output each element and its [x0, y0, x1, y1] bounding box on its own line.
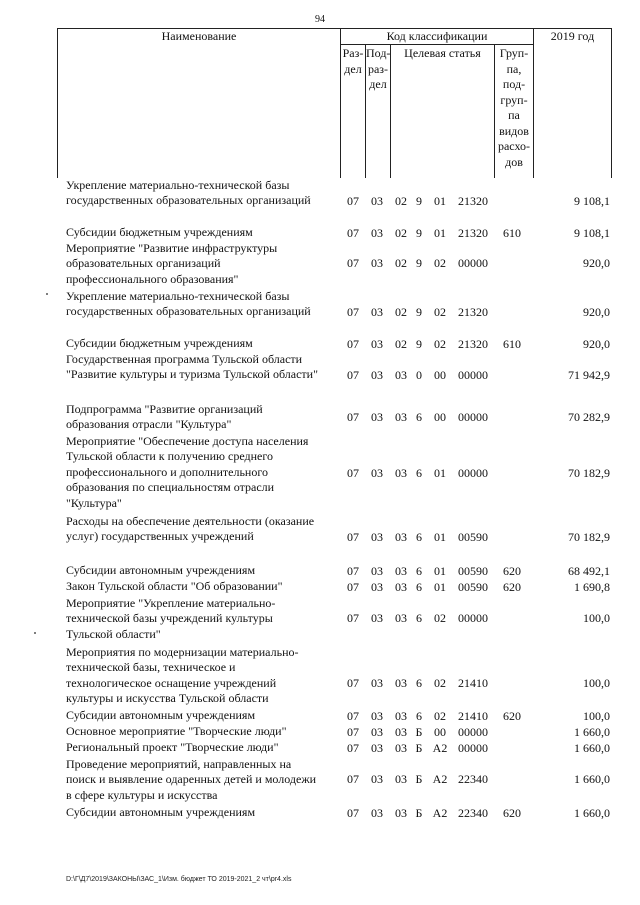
row-subprogram: 6: [416, 409, 422, 424]
table-row: [0, 514, 640, 545]
row-expense-type: 620: [503, 563, 521, 578]
table-row: [0, 708, 640, 724]
row-name: Субсидии автономным учреждениям: [66, 708, 256, 722]
table-row: [0, 336, 640, 352]
table-row: [0, 805, 640, 821]
row-razdel: 07: [347, 740, 359, 755]
row-razdel: 07: [347, 225, 359, 240]
row-main-event: 01: [434, 563, 446, 578]
row-razdel: 07: [347, 805, 359, 820]
row-name: Мероприятие "Обеспечение доступа населения Тульской области к получению среднего профессионального и дополнительного образования по специальностям отрасли "Культура": [66, 434, 309, 510]
row-razdel: 07: [347, 409, 359, 424]
row-direction: 00000: [458, 740, 488, 755]
row-amount: 70 282,9: [568, 409, 610, 424]
row-name: Мероприятие "Укрепление материально- технической базы учреждений культуры Тульской области": [66, 596, 276, 641]
row-program: 02: [395, 336, 407, 351]
row-razdel: 07: [347, 771, 359, 786]
row-main-event: 01: [434, 529, 446, 544]
row-program: 03: [395, 708, 407, 723]
row-main-event: 02: [434, 675, 446, 690]
row-podrazdel: 03: [371, 255, 383, 270]
row-subprogram: 9: [416, 193, 422, 208]
row-subprogram: 9: [416, 255, 422, 270]
row-amount: 1 660,0: [574, 771, 610, 786]
row-amount: 100,0: [583, 610, 610, 625]
row-razdel: 07: [347, 708, 359, 723]
row-direction: 00000: [458, 255, 488, 270]
row-razdel: 07: [347, 304, 359, 319]
row-name: Укрепление материально-технической базы государственных образовательных организаций: [66, 289, 311, 319]
row-amount: 70 182,9: [568, 529, 610, 544]
row-subprogram: Б: [415, 771, 423, 786]
row-amount: 9 108,1: [574, 225, 610, 240]
row-direction: 00590: [458, 579, 488, 594]
row-podrazdel: 03: [371, 740, 383, 755]
row-main-event: 02: [434, 336, 446, 351]
row-name: Укрепление материально-технической базы государственных образовательных организаций: [66, 178, 311, 208]
row-direction: 21320: [458, 304, 488, 319]
row-subprogram: 6: [416, 465, 422, 480]
file-path-footer: D:\Г\Д7\2019\ЗАКОНЫ\ЗАС_1\Изм. бюджет ТО 2019-2021_2 чт\pr4.xls: [66, 876, 292, 883]
row-main-event: 02: [434, 304, 446, 319]
row-direction: 22340: [458, 805, 488, 820]
header-group: Груп- па, под- груп- па видов расхо- дов: [497, 46, 531, 169]
row-podrazdel: 03: [371, 529, 383, 544]
row-expense-type: 620: [503, 805, 521, 820]
row-name: Мероприятие "Развитие инфраструктуры образовательных организаций профессионального образования": [66, 241, 278, 286]
row-main-event: 02: [434, 610, 446, 625]
row-podrazdel: 03: [371, 771, 383, 786]
row-amount: 1 660,0: [574, 724, 610, 739]
row-razdel: 07: [347, 675, 359, 690]
header-razdel: Раз- дел: [342, 46, 364, 76]
row-program: 03: [395, 740, 407, 755]
row-program: 03: [395, 610, 407, 625]
row-amount: 68 492,1: [568, 563, 610, 578]
row-podrazdel: 03: [371, 336, 383, 351]
table-row: [0, 596, 640, 642]
row-program: 03: [395, 724, 407, 739]
row-razdel: 07: [347, 724, 359, 739]
row-razdel: 07: [347, 579, 359, 594]
table-row: [0, 241, 640, 287]
row-program: 03: [395, 465, 407, 480]
header-podrazdel: Под- раз- дел: [366, 46, 391, 91]
row-subprogram: Б: [415, 724, 423, 739]
row-amount: 1 660,0: [574, 805, 610, 820]
row-amount: 100,0: [583, 675, 610, 690]
row-main-event: 02: [434, 708, 446, 723]
row-razdel: 07: [347, 255, 359, 270]
row-razdel: 07: [347, 465, 359, 480]
row-amount: 920,0: [583, 255, 610, 270]
row-name: Субсидии автономным учреждениям: [66, 563, 256, 577]
row-main-event: А2: [432, 740, 448, 755]
row-main-event: 01: [434, 193, 446, 208]
row-direction: 00000: [458, 465, 488, 480]
table-row: [0, 402, 640, 433]
row-podrazdel: 03: [371, 367, 383, 382]
row-name: Закон Тульской области "Об образовании": [66, 579, 283, 593]
row-podrazdel: 03: [371, 465, 383, 480]
row-subprogram: 6: [416, 708, 422, 723]
row-razdel: 07: [347, 529, 359, 544]
table-row: [0, 178, 640, 209]
table-row: [0, 289, 640, 320]
row-subprogram: 9: [416, 225, 422, 240]
row-program: 03: [395, 771, 407, 786]
row-main-event: А2: [432, 805, 448, 820]
row-direction: 21320: [458, 193, 488, 208]
table-row: [0, 352, 640, 383]
row-subprogram: 0: [416, 367, 422, 382]
row-amount: 1 660,0: [574, 740, 610, 755]
row-podrazdel: 03: [371, 805, 383, 820]
row-razdel: 07: [347, 336, 359, 351]
row-program: 03: [395, 563, 407, 578]
row-name: Расходы на обеспечение деятельности (оказание услуг) государственных учреждений: [66, 514, 315, 544]
row-name: Подпрограмма "Развитие организаций образования отрасли "Культура": [66, 402, 263, 432]
header-name: Наименование: [161, 29, 237, 43]
row-direction: 00000: [458, 724, 488, 739]
row-podrazdel: 03: [371, 708, 383, 723]
row-podrazdel: 03: [371, 193, 383, 208]
page-number: 94: [315, 14, 325, 25]
row-main-event: 01: [434, 465, 446, 480]
row-razdel: 07: [347, 367, 359, 382]
row-expense-type: 620: [503, 708, 521, 723]
row-expense-type: 610: [503, 336, 521, 351]
row-program: 03: [395, 367, 407, 382]
row-direction: 00590: [458, 563, 488, 578]
table-row: [0, 225, 640, 241]
scan-speck: [34, 632, 36, 634]
row-subprogram: 9: [416, 304, 422, 319]
row-direction: 21320: [458, 336, 488, 351]
row-subprogram: 6: [416, 610, 422, 625]
row-direction: 21410: [458, 708, 488, 723]
row-name: Региональный проект "Творческие люди": [66, 740, 279, 754]
row-podrazdel: 03: [371, 675, 383, 690]
table-row: [0, 724, 640, 740]
row-amount: 920,0: [583, 336, 610, 351]
row-amount: 9 108,1: [574, 193, 610, 208]
row-direction: 00000: [458, 367, 488, 382]
row-subprogram: Б: [415, 740, 423, 755]
row-program: 02: [395, 193, 407, 208]
row-main-event: 00: [434, 724, 446, 739]
row-amount: 1 690,8: [574, 579, 610, 594]
row-expense-type: 620: [503, 579, 521, 594]
table-row: [0, 434, 640, 512]
row-main-event: 02: [434, 255, 446, 270]
row-name: Мероприятия по модернизации материально- технической базы, техническое и технологическое оснащение учреждений культуры и искусства Тульской области: [66, 645, 299, 706]
row-subprogram: Б: [415, 805, 423, 820]
row-program: 03: [395, 579, 407, 594]
row-program: 02: [395, 255, 407, 270]
scan-speck: [46, 293, 48, 295]
row-amount: 920,0: [583, 304, 610, 319]
row-podrazdel: 03: [371, 724, 383, 739]
row-direction: 21410: [458, 675, 488, 690]
row-podrazdel: 03: [371, 409, 383, 424]
row-main-event: 00: [434, 409, 446, 424]
row-amount: 71 942,9: [568, 367, 610, 382]
row-expense-type: 610: [503, 225, 521, 240]
row-subprogram: 6: [416, 579, 422, 594]
row-program: 02: [395, 304, 407, 319]
row-name: Субсидии бюджетным учреждениям: [66, 225, 253, 239]
table-row: [0, 740, 640, 756]
table-row: [0, 579, 640, 595]
row-podrazdel: 03: [371, 579, 383, 594]
table-row: [0, 645, 640, 707]
row-podrazdel: 03: [371, 225, 383, 240]
row-amount: 100,0: [583, 708, 610, 723]
row-podrazdel: 03: [371, 304, 383, 319]
row-name: Проведение мероприятий, направленных на поиск и выявление одаренных детей и молодежи в сфере культуры и искусства: [66, 757, 317, 802]
table-row: [0, 563, 640, 579]
row-subprogram: 6: [416, 675, 422, 690]
row-razdel: 07: [347, 610, 359, 625]
row-program: 03: [395, 805, 407, 820]
row-direction: 22340: [458, 771, 488, 786]
row-direction: 00000: [458, 409, 488, 424]
header-code-classification: Код классификации: [386, 29, 488, 43]
row-program: 02: [395, 225, 407, 240]
row-direction: 00590: [458, 529, 488, 544]
row-program: 03: [395, 409, 407, 424]
row-name: Основное мероприятие "Творческие люди": [66, 724, 287, 738]
header-target-article: Целевая статья: [404, 46, 481, 60]
row-razdel: 07: [347, 563, 359, 578]
table-row: [0, 757, 640, 803]
row-razdel: 07: [347, 193, 359, 208]
row-direction: 21320: [458, 225, 488, 240]
row-subprogram: 6: [416, 529, 422, 544]
row-podrazdel: 03: [371, 610, 383, 625]
row-direction: 00000: [458, 610, 488, 625]
row-subprogram: 6: [416, 563, 422, 578]
row-name: Государственная программа Тульской области "Развитие культуры и туризма Тульской области": [66, 352, 318, 382]
row-program: 03: [395, 529, 407, 544]
header-year: 2019 год: [550, 29, 595, 43]
row-subprogram: 9: [416, 336, 422, 351]
row-main-event: 01: [434, 579, 446, 594]
row-main-event: 01: [434, 225, 446, 240]
row-main-event: 00: [434, 367, 446, 382]
row-program: 03: [395, 675, 407, 690]
row-name: Субсидии бюджетным учреждениям: [66, 336, 253, 350]
row-main-event: А2: [432, 771, 448, 786]
row-name: Субсидии автономным учреждениям: [66, 805, 256, 819]
row-amount: 70 182,9: [568, 465, 610, 480]
row-podrazdel: 03: [371, 563, 383, 578]
